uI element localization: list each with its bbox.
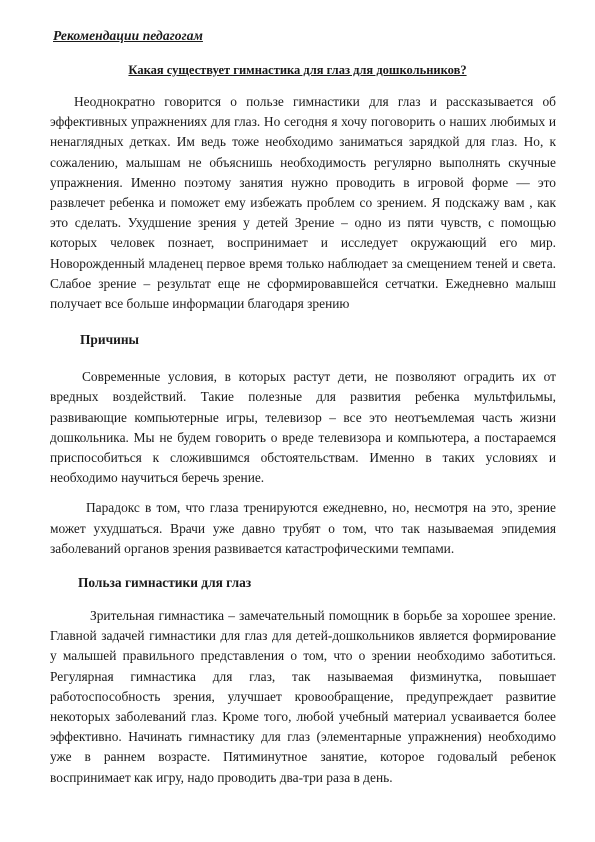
benefit-paragraph: Зрительная гимнастика – замечательный помощник в борьбе за хорошее зрение. Главной задачей гимнастики для глаз для детей-дошкольников является формирование у малышей правильного представления о том, что о зрении необходимо заботиться. Регулярная гимнастика для глаз, так называемая физминутка, повышает работоспособность зрения, улучшает кровообращение, предупреждает развитие некоторых заболеваний глаз. Кроме того, любой учебный материал усваивается более эффективно. Начинать гимнастику для глаз (элементарные упражнения) необходимо уже в раннем возрасте. Пятиминутное занятие, которое годовалый ребенок воспринимает как игру, надо проводить два-три раза в день.	[50, 608, 556, 785]
intro-paragraph: Неоднократно говорится о пользе гимнастики для глаз и рассказывается об эффективных упражнениях для глаз. Но сегодня я хочу поговорить о наших любимых и ненаглядных детках. Им ведь тоже необходимо заниматься зарядкой для глаз. Но, к сожалению, малышам не объяснишь необходимость регулярно выполнять скучные упражнения. Именно поэтому занятия нужно проводить в игровой форме — это развлечет ребенка и поможет ему избежать проблем со зрением. Я подскажу вам , как это сделать. Ухудшение зрения у детей Зрение – одно из пяти чувств, с помощью которых человек познает, воспринимает и исследует окружающий его мир. Новорожденный младенец первое время только наблюдает за смещением теней и света. Слабое зрение – результат еще не сформировавшейся сетчатки. Ежедневно малыш получает все больше информации благодаря зрению	[50, 94, 556, 312]
page-header: Рекомендации педагогам	[53, 28, 203, 43]
document-title: Какая существует гимнастика для глаз для дошкольников?	[128, 63, 467, 77]
section-heading-benefit: Польза гимнастики для глаз	[78, 575, 252, 591]
section-heading-causes: Причины	[80, 332, 140, 348]
causes-paragraph-1: Современные условия, в которых растут дети, не позволяют оградить их от вредных воздействий. Такие полезные для развития ребенка мультфильмы, развивающие компьютерные игры, телевизор – все это неотъемлемая часть жизни дошкольника. Мы не будем говорить о вреде телевизора и компьютера, а постараемся приспособиться к сложившимся обстоятельствам. Именно в таких условиях и необходимо научиться беречь зрение.	[50, 369, 556, 486]
document-body	[50, 92, 556, 788]
causes-paragraph-2: Парадокс в том, что глаза тренируются ежедневно, но, несмотря на это, зрение может ухудшаться. Врачи уже давно трубят о том, что так называемая эпидемия заболеваний органов зрения развивается катастрофическими темпами.	[50, 500, 556, 556]
